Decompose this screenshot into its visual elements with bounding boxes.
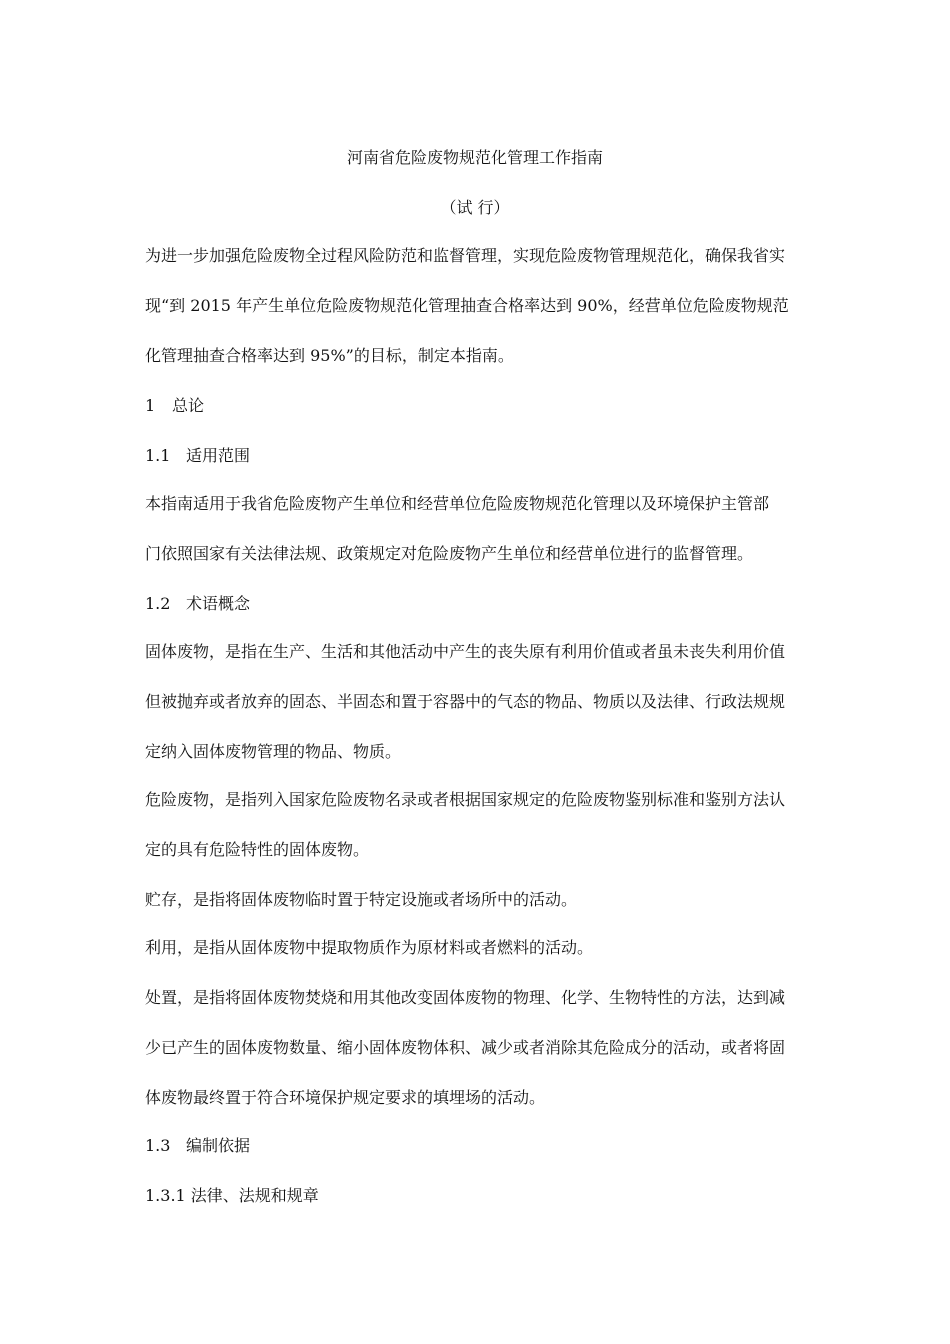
document-title: 河南省危险废物规范化管理工作指南 bbox=[346, 148, 603, 167]
section-1-2-title: 术语概念 bbox=[186, 594, 251, 613]
document-subtitle: （试 行） bbox=[440, 198, 510, 217]
solid-waste-line-3: 定纳入固体废物管理的物品、物质。 bbox=[145, 742, 402, 761]
disposal-line-2: 少已产生的固体废物数量、缩小固体废物体积、减少或者消除其危险成分的活动，或者将固 bbox=[145, 1038, 786, 1057]
scope-line-2: 门依照国家有关法律法规、政策规定对危险废物产生单位和经营单位进行的监督管理。 bbox=[145, 544, 754, 563]
storage-definition: 贮存，是指将固体废物临时置于特定设施或者场所中的活动。 bbox=[145, 890, 578, 909]
utilization-definition: 利用，是指从固体废物中提取物质作为原材料或者燃料的活动。 bbox=[145, 938, 594, 957]
section-1-1-title: 适用范围 bbox=[186, 446, 251, 465]
section-1-3-number: 1.3 bbox=[145, 1136, 171, 1155]
section-1-3-1-heading: 1.3.1 法律、法规和规章 bbox=[145, 1186, 319, 1205]
disposal-line-1: 处置，是指将固体废物焚烧和用其他改变固体废物的物理、化学、生物特性的方法，达到减 bbox=[145, 988, 786, 1007]
section-1-1-number: 1.1 bbox=[145, 446, 171, 465]
intro-line-1: 为进一步加强危险废物全过程风险防范和监督管理，实现危险废物管理规范化，确保我省实 bbox=[145, 246, 786, 265]
section-1-1-heading bbox=[145, 446, 250, 466]
intro-line-2: 现“到 2015 年产生单位危险废物规范化管理抽查合格率达到 90%，经营单位危险废物规范 bbox=[145, 296, 789, 315]
intro-line-3: 化管理抽查合格率达到 95%”的目标，制定本指南。 bbox=[145, 346, 514, 365]
section-1-2-number: 1.2 bbox=[145, 594, 171, 613]
scope-line-1: 本指南适用于我省危险废物产生单位和经营单位危险废物规范化管理以及环境保护主管部 bbox=[145, 494, 770, 513]
solid-waste-line-1: 固体废物，是指在生产、生活和其他活动中产生的丧失原有利用价值或者虽未丧失利用价值 bbox=[145, 642, 786, 661]
section-1-heading bbox=[145, 396, 204, 416]
hazardous-waste-line-2: 定的具有危险特性的固体废物。 bbox=[145, 840, 370, 859]
solid-waste-line-2: 但被抛弃或者放弃的固态、半固态和置于容器中的气态的物品、物质以及法律、行政法规规 bbox=[145, 692, 786, 711]
section-1-2-heading bbox=[145, 594, 250, 614]
disposal-line-3: 体废物最终置于符合环境保护规定要求的填埋场的活动。 bbox=[145, 1088, 546, 1107]
section-1-3-heading bbox=[145, 1136, 250, 1156]
section-1-title: 总论 bbox=[172, 396, 205, 415]
section-1-number: 1 bbox=[145, 396, 156, 415]
section-1-3-title: 编制依据 bbox=[186, 1136, 251, 1155]
hazardous-waste-line-1: 危险废物，是指列入国家危险废物名录或者根据国家规定的危险废物鉴别标准和鉴别方法认 bbox=[145, 790, 786, 809]
